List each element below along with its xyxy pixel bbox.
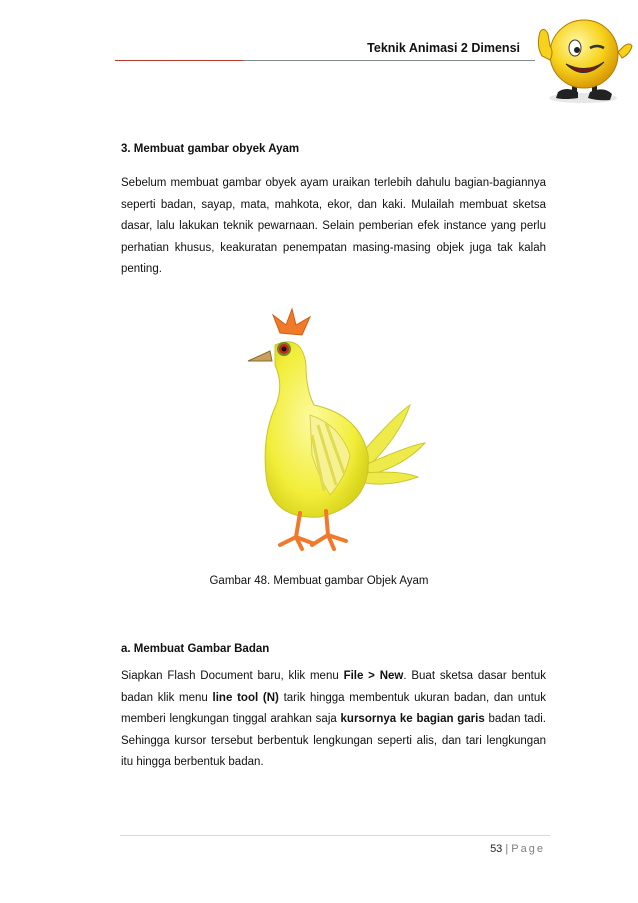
header-title: Teknik Animasi 2 Dimensi	[367, 41, 520, 55]
section-heading-chicken: 3. Membuat gambar obyek Ayam	[121, 143, 300, 155]
page-label: Page	[511, 843, 545, 855]
body-text-2: . Buat sketsa dasar bentuk badan klik menu	[121, 670, 546, 704]
chicken-illustration	[240, 305, 430, 555]
footer-divider	[120, 835, 550, 836]
page-number: 53	[490, 843, 503, 855]
body-bold-cursor: kursornya ke bagian garis	[340, 713, 485, 726]
body-text-1: Siapkan Flash Document baru, klik menu	[121, 670, 344, 682]
intro-paragraph: Sebelum membuat gambar obyek ayam uraikan terlebih dahulu bagian-bagiannya seperti badan, sayap, mata, mahkota, ekor, dan kaki. Mulailah membuat sketsa dasar, lalu lakukan teknik pewarnaan. Selain pemberian efek instance yang perlu perhatian khusus, keakuratan penempatan masing-masing objek juga tak kalah penting.	[121, 177, 546, 276]
section-heading-body: a. Membuat Gambar Badan	[121, 643, 270, 655]
figure-caption: Gambar 48. Membuat gambar Objek Ayam	[209, 575, 429, 587]
body-paragraph	[121, 666, 546, 774]
footer-separator: |	[505, 843, 509, 855]
smiley-mascot-icon	[528, 6, 638, 114]
body-bold-file-new: File > New	[343, 670, 404, 682]
page-footer	[0, 843, 545, 855]
header-divider	[115, 60, 535, 61]
body-text-3: tarik hingga membentuk ukuran badan, dan untuk memberi lengkungan tinggal arahkan saja	[121, 691, 546, 726]
body-text-4: badan tadi. Sehingga kursor tersebut berbentuk lengkungan seperti alis, dan tari lengkungan itu hingga berbentuk badan.	[121, 713, 546, 769]
body-bold-line-tool: line tool (N)	[212, 691, 279, 704]
